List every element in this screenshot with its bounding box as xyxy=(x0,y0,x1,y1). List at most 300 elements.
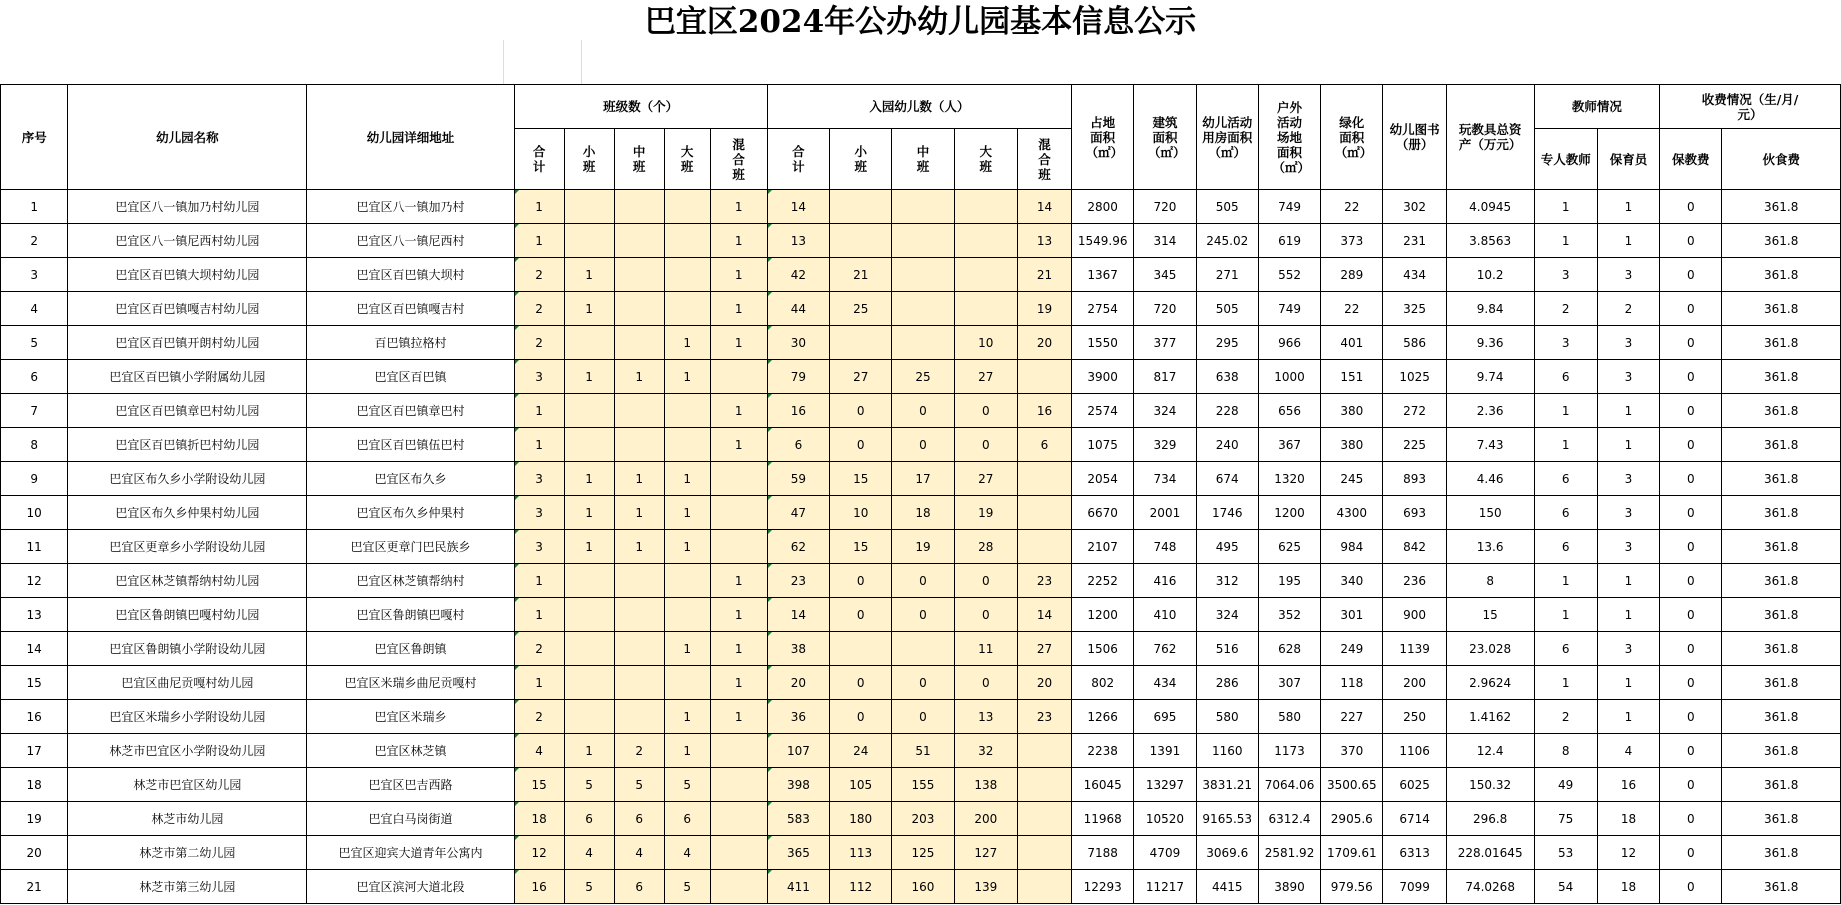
header-enroll-large: 大班 xyxy=(954,129,1017,190)
cell-enroll-middle: 155 xyxy=(892,768,954,802)
cell-class-small: 5 xyxy=(564,870,614,904)
cell-enroll-small: 10 xyxy=(830,496,892,530)
cell-full-time-teacher: 53 xyxy=(1534,836,1597,870)
cell-class-middle xyxy=(614,190,664,224)
cell-enroll-large: 27 xyxy=(954,462,1017,496)
cell-activity-area: 674 xyxy=(1196,462,1258,496)
cell-toy-assets: 74.0268 xyxy=(1446,870,1534,904)
cell-green-area: 22 xyxy=(1321,292,1383,326)
cell-outdoor-area: 367 xyxy=(1258,428,1320,462)
cell-class-large: 1 xyxy=(664,360,710,394)
cell-building-area: 817 xyxy=(1134,360,1196,394)
cell-class-middle: 1 xyxy=(614,496,664,530)
cell-care-fee: 0 xyxy=(1660,428,1722,462)
cell-class-mixed: 1 xyxy=(710,564,767,598)
column-guide-line xyxy=(503,40,504,84)
cell-address: 巴宜区鲁朗镇 xyxy=(307,632,514,666)
cell-building-area: 720 xyxy=(1134,292,1196,326)
cell-class-middle: 1 xyxy=(614,360,664,394)
cell-class-total: 1 xyxy=(514,598,564,632)
cell-class-middle xyxy=(614,326,664,360)
cell-class-small xyxy=(564,428,614,462)
cell-kindergarten-name: 巴宜区百巴镇折巴村幼儿园 xyxy=(68,428,307,462)
cell-toy-assets: 7.43 xyxy=(1446,428,1534,462)
cell-enroll-total: 62 xyxy=(767,530,829,564)
cell-enroll-small: 105 xyxy=(830,768,892,802)
cell-enroll-large xyxy=(954,224,1017,258)
cell-class-mixed: 1 xyxy=(710,326,767,360)
cell-address: 巴宜区鲁朗镇巴嘎村 xyxy=(307,598,514,632)
cell-books: 250 xyxy=(1383,700,1446,734)
cell-care-fee: 0 xyxy=(1660,666,1722,700)
cell-enroll-mixed: 14 xyxy=(1017,190,1071,224)
cell-food-fee: 361.8 xyxy=(1722,394,1841,428)
cell-full-time-teacher: 6 xyxy=(1534,462,1597,496)
cell-green-area: 22 xyxy=(1321,190,1383,224)
cell-care-fee: 0 xyxy=(1660,734,1722,768)
cell-enroll-total: 36 xyxy=(767,700,829,734)
cell-class-mixed xyxy=(710,768,767,802)
cell-green-area: 984 xyxy=(1321,530,1383,564)
cell-class-large xyxy=(664,258,710,292)
cell-care-fee: 0 xyxy=(1660,530,1722,564)
cell-enroll-small: 112 xyxy=(830,870,892,904)
cell-class-total: 2 xyxy=(514,326,564,360)
cell-building-area: 324 xyxy=(1134,394,1196,428)
cell-kindergarten-name: 林芝市幼儿园 xyxy=(68,802,307,836)
cell-kindergarten-name: 巴宜区百巴镇章巴村幼儿园 xyxy=(68,394,307,428)
cell-enroll-large: 0 xyxy=(954,598,1017,632)
cell-address: 巴宜区更章门巴民族乡 xyxy=(307,530,514,564)
cell-address: 巴宜区巴吉西路 xyxy=(307,768,514,802)
cell-care-fee: 0 xyxy=(1660,394,1722,428)
cell-enroll-total: 107 xyxy=(767,734,829,768)
cell-seq: 8 xyxy=(1,428,68,462)
cell-toy-assets: 296.8 xyxy=(1446,802,1534,836)
cell-land-area: 6670 xyxy=(1072,496,1134,530)
cell-class-middle xyxy=(614,700,664,734)
cell-outdoor-area: 580 xyxy=(1258,700,1320,734)
cell-class-total: 3 xyxy=(514,462,564,496)
cell-activity-area: 4415 xyxy=(1196,870,1258,904)
cell-enroll-large: 32 xyxy=(954,734,1017,768)
cell-seq: 19 xyxy=(1,802,68,836)
cell-outdoor-area: 195 xyxy=(1258,564,1320,598)
cell-kindergarten-name: 林芝市第二幼儿园 xyxy=(68,836,307,870)
table-row xyxy=(1,768,1841,802)
cell-class-large: 1 xyxy=(664,530,710,564)
cell-address: 巴宜区米瑞乡 xyxy=(307,700,514,734)
cell-activity-area: 245.02 xyxy=(1196,224,1258,258)
cell-food-fee: 361.8 xyxy=(1722,666,1841,700)
cell-enroll-large: 19 xyxy=(954,496,1017,530)
cell-class-mixed: 1 xyxy=(710,224,767,258)
cell-toy-assets: 4.46 xyxy=(1446,462,1534,496)
cell-enroll-total: 365 xyxy=(767,836,829,870)
cell-books: 586 xyxy=(1383,326,1446,360)
cell-books: 7099 xyxy=(1383,870,1446,904)
cell-books: 1139 xyxy=(1383,632,1446,666)
cell-enroll-mixed xyxy=(1017,768,1071,802)
cell-enroll-mixed xyxy=(1017,836,1071,870)
table-row xyxy=(1,462,1841,496)
cell-enroll-middle: 0 xyxy=(892,394,954,428)
cell-food-fee: 361.8 xyxy=(1722,632,1841,666)
cell-outdoor-area: 307 xyxy=(1258,666,1320,700)
cell-building-area: 748 xyxy=(1134,530,1196,564)
cell-green-area: 151 xyxy=(1321,360,1383,394)
cell-class-large xyxy=(664,428,710,462)
cell-class-large: 6 xyxy=(664,802,710,836)
header-toy-assets: 玩教具总资产（万元） xyxy=(1446,85,1534,190)
cell-class-mixed: 1 xyxy=(710,700,767,734)
cell-caregiver: 4 xyxy=(1597,734,1659,768)
table-row xyxy=(1,496,1841,530)
cell-books: 900 xyxy=(1383,598,1446,632)
header-class-mixed: 混合班 xyxy=(710,129,767,190)
cell-class-middle xyxy=(614,632,664,666)
cell-enroll-mixed: 19 xyxy=(1017,292,1071,326)
header-full-time-teacher: 专人教师 xyxy=(1534,129,1597,190)
header-books: 幼儿图书（册） xyxy=(1383,85,1446,190)
cell-address: 巴宜区迎宾大道青年公寓内 xyxy=(307,836,514,870)
cell-class-small xyxy=(564,564,614,598)
cell-enroll-middle: 0 xyxy=(892,564,954,598)
cell-enroll-middle xyxy=(892,632,954,666)
cell-building-area: 314 xyxy=(1134,224,1196,258)
cell-activity-area: 228 xyxy=(1196,394,1258,428)
cell-outdoor-area: 1320 xyxy=(1258,462,1320,496)
cell-full-time-teacher: 1 xyxy=(1534,224,1597,258)
cell-land-area: 2252 xyxy=(1072,564,1134,598)
cell-enroll-mixed: 16 xyxy=(1017,394,1071,428)
cell-class-middle xyxy=(614,292,664,326)
cell-class-small xyxy=(564,598,614,632)
cell-class-mixed xyxy=(710,530,767,564)
cell-building-area: 434 xyxy=(1134,666,1196,700)
cell-green-area: 2905.6 xyxy=(1321,802,1383,836)
cell-class-small: 1 xyxy=(564,292,614,326)
cell-class-large: 4 xyxy=(664,836,710,870)
cell-enroll-middle: 203 xyxy=(892,802,954,836)
cell-class-middle xyxy=(614,224,664,258)
cell-books: 6025 xyxy=(1383,768,1446,802)
cell-full-time-teacher: 6 xyxy=(1534,530,1597,564)
cell-land-area: 1266 xyxy=(1072,700,1134,734)
cell-enroll-total: 79 xyxy=(767,360,829,394)
cell-enroll-total: 14 xyxy=(767,598,829,632)
cell-enroll-total: 42 xyxy=(767,258,829,292)
header-name: 幼儿园名称 xyxy=(68,85,307,190)
cell-toy-assets: 13.6 xyxy=(1446,530,1534,564)
cell-caregiver: 2 xyxy=(1597,292,1659,326)
cell-class-total: 2 xyxy=(514,632,564,666)
cell-land-area: 802 xyxy=(1072,666,1134,700)
cell-full-time-teacher: 8 xyxy=(1534,734,1597,768)
header-class-large: 大班 xyxy=(664,129,710,190)
cell-class-mixed: 1 xyxy=(710,666,767,700)
cell-books: 272 xyxy=(1383,394,1446,428)
cell-enroll-small: 15 xyxy=(830,462,892,496)
cell-toy-assets: 9.84 xyxy=(1446,292,1534,326)
cell-building-area: 4709 xyxy=(1134,836,1196,870)
cell-caregiver: 1 xyxy=(1597,564,1659,598)
cell-class-small: 4 xyxy=(564,836,614,870)
cell-land-area: 11968 xyxy=(1072,802,1134,836)
cell-seq: 13 xyxy=(1,598,68,632)
cell-seq: 2 xyxy=(1,224,68,258)
cell-kindergarten-name: 巴宜区林芝镇帮纳村幼儿园 xyxy=(68,564,307,598)
cell-enroll-total: 14 xyxy=(767,190,829,224)
cell-outdoor-area: 1200 xyxy=(1258,496,1320,530)
cell-activity-area: 516 xyxy=(1196,632,1258,666)
cell-books: 434 xyxy=(1383,258,1446,292)
cell-outdoor-area: 619 xyxy=(1258,224,1320,258)
cell-seq: 14 xyxy=(1,632,68,666)
cell-enroll-small: 0 xyxy=(830,428,892,462)
cell-seq: 20 xyxy=(1,836,68,870)
cell-outdoor-area: 352 xyxy=(1258,598,1320,632)
cell-enroll-mixed: 23 xyxy=(1017,564,1071,598)
cell-land-area: 3900 xyxy=(1072,360,1134,394)
cell-seq: 7 xyxy=(1,394,68,428)
cell-class-large xyxy=(664,666,710,700)
cell-enroll-small: 0 xyxy=(830,700,892,734)
header-care-fee: 保教费 xyxy=(1660,129,1722,190)
cell-class-large: 1 xyxy=(664,700,710,734)
cell-seq: 6 xyxy=(1,360,68,394)
cell-class-large: 1 xyxy=(664,734,710,768)
cell-full-time-teacher: 49 xyxy=(1534,768,1597,802)
table-row xyxy=(1,564,1841,598)
cell-food-fee: 361.8 xyxy=(1722,870,1841,904)
cell-land-area: 16045 xyxy=(1072,768,1134,802)
cell-full-time-teacher: 54 xyxy=(1534,870,1597,904)
cell-food-fee: 361.8 xyxy=(1722,224,1841,258)
cell-enroll-mixed: 23 xyxy=(1017,700,1071,734)
cell-land-area: 12293 xyxy=(1072,870,1134,904)
cell-food-fee: 361.8 xyxy=(1722,530,1841,564)
cell-building-area: 410 xyxy=(1134,598,1196,632)
cell-class-large: 5 xyxy=(664,768,710,802)
cell-class-mixed: 1 xyxy=(710,394,767,428)
cell-caregiver: 12 xyxy=(1597,836,1659,870)
cell-caregiver: 1 xyxy=(1597,394,1659,428)
cell-caregiver: 1 xyxy=(1597,598,1659,632)
cell-class-total: 1 xyxy=(514,190,564,224)
cell-care-fee: 0 xyxy=(1660,462,1722,496)
cell-class-total: 3 xyxy=(514,496,564,530)
cell-building-area: 345 xyxy=(1134,258,1196,292)
cell-address: 巴宜区林芝镇帮纳村 xyxy=(307,564,514,598)
cell-class-mixed: 1 xyxy=(710,190,767,224)
cell-class-mixed: 1 xyxy=(710,632,767,666)
cell-outdoor-area: 6312.4 xyxy=(1258,802,1320,836)
cell-books: 842 xyxy=(1383,530,1446,564)
cell-seq: 3 xyxy=(1,258,68,292)
cell-care-fee: 0 xyxy=(1660,326,1722,360)
cell-class-large xyxy=(664,598,710,632)
cell-care-fee: 0 xyxy=(1660,700,1722,734)
cell-seq: 15 xyxy=(1,666,68,700)
cell-class-small xyxy=(564,190,614,224)
cell-food-fee: 361.8 xyxy=(1722,564,1841,598)
cell-class-small: 1 xyxy=(564,462,614,496)
cell-land-area: 1550 xyxy=(1072,326,1134,360)
cell-green-area: 3500.65 xyxy=(1321,768,1383,802)
cell-caregiver: 3 xyxy=(1597,326,1659,360)
cell-land-area: 1367 xyxy=(1072,258,1134,292)
cell-building-area: 11217 xyxy=(1134,870,1196,904)
cell-outdoor-area: 7064.06 xyxy=(1258,768,1320,802)
table-row xyxy=(1,360,1841,394)
cell-class-large: 1 xyxy=(664,496,710,530)
cell-outdoor-area: 1000 xyxy=(1258,360,1320,394)
cell-land-area: 2054 xyxy=(1072,462,1134,496)
cell-full-time-teacher: 1 xyxy=(1534,564,1597,598)
cell-class-small xyxy=(564,224,614,258)
cell-green-area: 373 xyxy=(1321,224,1383,258)
cell-enroll-mixed: 6 xyxy=(1017,428,1071,462)
cell-enroll-large xyxy=(954,258,1017,292)
cell-seq: 16 xyxy=(1,700,68,734)
cell-class-middle: 1 xyxy=(614,530,664,564)
cell-enroll-large: 11 xyxy=(954,632,1017,666)
cell-class-large: 1 xyxy=(664,326,710,360)
cell-enroll-middle: 0 xyxy=(892,666,954,700)
cell-outdoor-area: 749 xyxy=(1258,190,1320,224)
cell-full-time-teacher: 1 xyxy=(1534,190,1597,224)
cell-address: 百巴镇拉格村 xyxy=(307,326,514,360)
cell-care-fee: 0 xyxy=(1660,802,1722,836)
cell-enroll-small: 24 xyxy=(830,734,892,768)
cell-food-fee: 361.8 xyxy=(1722,802,1841,836)
header-enroll-mixed: 混合班 xyxy=(1017,129,1071,190)
cell-class-middle xyxy=(614,564,664,598)
header-enrollment: 入园幼儿数（人） xyxy=(767,85,1071,129)
cell-kindergarten-name: 巴宜区鲁朗镇小学附设幼儿园 xyxy=(68,632,307,666)
header-enroll-small: 小班 xyxy=(830,129,892,190)
cell-activity-area: 1160 xyxy=(1196,734,1258,768)
cell-class-mixed: 1 xyxy=(710,292,767,326)
cell-class-middle xyxy=(614,258,664,292)
cell-activity-area: 295 xyxy=(1196,326,1258,360)
cell-food-fee: 361.8 xyxy=(1722,428,1841,462)
cell-land-area: 2107 xyxy=(1072,530,1134,564)
cell-care-fee: 0 xyxy=(1660,360,1722,394)
cell-class-total: 1 xyxy=(514,224,564,258)
table-row xyxy=(1,734,1841,768)
cell-class-large xyxy=(664,224,710,258)
cell-toy-assets: 1.4162 xyxy=(1446,700,1534,734)
cell-class-large: 1 xyxy=(664,462,710,496)
cell-enroll-large: 10 xyxy=(954,326,1017,360)
cell-land-area: 2754 xyxy=(1072,292,1134,326)
cell-food-fee: 361.8 xyxy=(1722,734,1841,768)
cell-kindergarten-name: 林芝市第三幼儿园 xyxy=(68,870,307,904)
cell-outdoor-area: 749 xyxy=(1258,292,1320,326)
table-row xyxy=(1,870,1841,904)
cell-seq: 17 xyxy=(1,734,68,768)
header-seq: 序号 xyxy=(1,85,68,190)
cell-enroll-middle xyxy=(892,258,954,292)
cell-enroll-middle xyxy=(892,224,954,258)
cell-class-mixed xyxy=(710,496,767,530)
cell-full-time-teacher: 1 xyxy=(1534,598,1597,632)
cell-address: 巴宜区米瑞乡曲尼贡嘎村 xyxy=(307,666,514,700)
cell-full-time-teacher: 3 xyxy=(1534,326,1597,360)
cell-books: 302 xyxy=(1383,190,1446,224)
cell-green-area: 380 xyxy=(1321,428,1383,462)
header-enroll-middle: 中班 xyxy=(892,129,954,190)
cell-class-small xyxy=(564,666,614,700)
cell-class-total: 4 xyxy=(514,734,564,768)
cell-caregiver: 3 xyxy=(1597,258,1659,292)
cell-enroll-mixed xyxy=(1017,870,1071,904)
cell-enroll-mixed xyxy=(1017,496,1071,530)
cell-outdoor-area: 966 xyxy=(1258,326,1320,360)
cell-enroll-large: 0 xyxy=(954,394,1017,428)
cell-class-mixed: 1 xyxy=(710,428,767,462)
cell-toy-assets: 9.36 xyxy=(1446,326,1534,360)
cell-enroll-large: 27 xyxy=(954,360,1017,394)
cell-land-area: 2574 xyxy=(1072,394,1134,428)
cell-full-time-teacher: 1 xyxy=(1534,428,1597,462)
cell-address: 巴宜区百巴镇伍巴村 xyxy=(307,428,514,462)
cell-toy-assets: 2.9624 xyxy=(1446,666,1534,700)
header-fees: 收费情况（生/月/元） xyxy=(1660,85,1841,129)
cell-activity-area: 312 xyxy=(1196,564,1258,598)
cell-class-middle: 6 xyxy=(614,802,664,836)
table-row xyxy=(1,632,1841,666)
cell-enroll-large: 28 xyxy=(954,530,1017,564)
cell-class-total: 1 xyxy=(514,564,564,598)
cell-enroll-small: 0 xyxy=(830,666,892,700)
cell-kindergarten-name: 巴宜区鲁朗镇巴嘎村幼儿园 xyxy=(68,598,307,632)
header-class-small: 小班 xyxy=(564,129,614,190)
cell-enroll-total: 398 xyxy=(767,768,829,802)
cell-enroll-middle xyxy=(892,190,954,224)
table-row xyxy=(1,258,1841,292)
cell-caregiver: 16 xyxy=(1597,768,1659,802)
cell-class-middle: 4 xyxy=(614,836,664,870)
cell-activity-area: 9165.53 xyxy=(1196,802,1258,836)
table-row xyxy=(1,836,1841,870)
cell-food-fee: 361.8 xyxy=(1722,700,1841,734)
cell-activity-area: 505 xyxy=(1196,292,1258,326)
cell-green-area: 249 xyxy=(1321,632,1383,666)
cell-enroll-large: 13 xyxy=(954,700,1017,734)
header-address: 幼儿园详细地址 xyxy=(307,85,514,190)
cell-enroll-small: 27 xyxy=(830,360,892,394)
cell-class-total: 1 xyxy=(514,428,564,462)
cell-kindergarten-name: 巴宜区布久乡小学附设幼儿园 xyxy=(68,462,307,496)
table-row xyxy=(1,598,1841,632)
cell-books: 236 xyxy=(1383,564,1446,598)
cell-class-large: 1 xyxy=(664,632,710,666)
cell-class-small: 1 xyxy=(564,530,614,564)
cell-class-total: 2 xyxy=(514,700,564,734)
cell-class-mixed xyxy=(710,462,767,496)
cell-outdoor-area: 2581.92 xyxy=(1258,836,1320,870)
cell-enroll-mixed: 13 xyxy=(1017,224,1071,258)
cell-class-total: 3 xyxy=(514,530,564,564)
header-class-count: 班级数（个） xyxy=(514,85,767,129)
column-guide-line xyxy=(581,40,582,84)
cell-caregiver: 1 xyxy=(1597,190,1659,224)
cell-enroll-small: 15 xyxy=(830,530,892,564)
header-enroll-total: 合计 xyxy=(767,129,829,190)
